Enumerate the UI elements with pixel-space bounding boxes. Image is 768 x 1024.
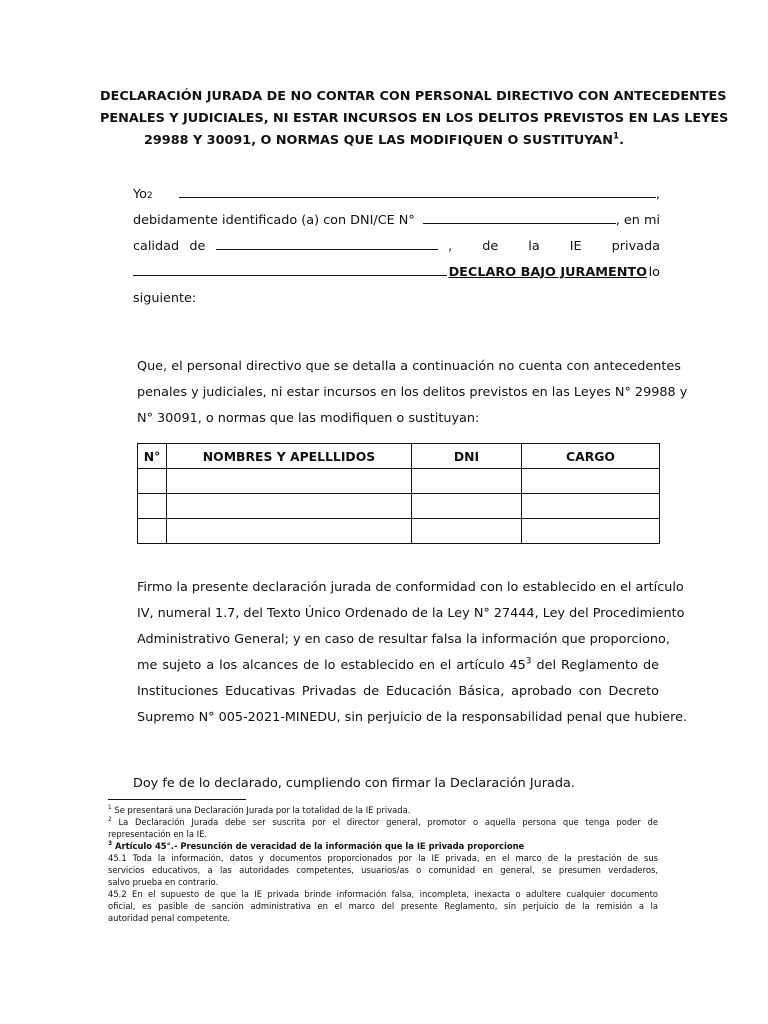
paragraph-line: Que, el personal directivo que se detalla a continuación no cuenta con antecedentes	[137, 359, 681, 374]
footnotes	[108, 804, 658, 924]
header-cargo: CARGO	[522, 444, 660, 469]
ie-privada-label: , de la IE privada	[448, 239, 660, 254]
paragraph-line: Firmo la presente declaración jurada de conformidad con lo establecido en el artículo	[137, 580, 684, 595]
table-cell[interactable]	[167, 519, 412, 544]
paragraph-line: Administrativo General; y en caso de resultar falsa la información que proporciono,	[137, 632, 670, 647]
paragraph-line: Supremo N° 005-2021-MINEDU, sin perjuicio de la responsabilidad penal que hubiere.	[137, 710, 688, 725]
table-cell[interactable]	[138, 519, 167, 544]
paragraph-line: N° 30091, o normas que las modifiquen o sustituyan:	[137, 411, 480, 426]
table-cell[interactable]	[522, 469, 660, 494]
title-line-3: 29988 Y 30091, O NORMAS QUE LAS MODIFIQUEN O SUSTITUYAN$^1$.	[143, 131, 625, 148]
en-mi-label: , en mi	[615, 213, 660, 228]
declaration-line-1: Yo 2 ,	[133, 182, 660, 208]
declaration-line-3	[133, 234, 660, 260]
table-cell[interactable]	[522, 494, 660, 519]
paragraph-line: Instituciones Educativas Privadas de Educación Básica, aprobado con Decreto	[137, 684, 659, 699]
title-line-1: DECLARACIÓN JURADA DE NO CONTAR CON PERSONAL DIRECTIVO CON ANTECEDENTES	[100, 89, 727, 104]
yo-label: Yo	[133, 187, 147, 202]
closing-statement: Doy fe de lo declarado, cumpliendo con firmar la Declaración Jurada.	[133, 776, 575, 791]
lo-label: lo	[648, 265, 660, 280]
declaration-block	[133, 182, 660, 312]
footnote-ref-3[interactable]: 3	[525, 656, 532, 667]
title-line-2: PENALES Y JUDICIALES, NI ESTAR INCURSOS EN LOS DELITOS PREVISTOS EN LAS LEYES	[100, 111, 729, 126]
personal-table	[137, 443, 660, 544]
signature-paragraph	[137, 575, 688, 731]
siguiente-label: siguiente:	[133, 291, 197, 306]
comma: ,	[655, 187, 660, 202]
footnote-1: $^1$ Se presentará una Declaración Jurada por la totalidad de la IE privada.	[108, 805, 411, 815]
header-number: N°	[138, 444, 167, 469]
document-title	[100, 86, 729, 152]
footnote-3-p1-line-3: salvo prueba en contrario.	[108, 877, 219, 887]
personal-paragraph	[137, 354, 688, 432]
footnote-separator	[108, 799, 246, 800]
table-cell[interactable]	[167, 469, 412, 494]
footnote-2-line-2: representación en la IE.	[108, 829, 208, 839]
footnote-2-line-1: $^2$ La Declaración Jurada debe ser suscrita por el director general, promotor o aquella persona que tenga poder de	[108, 817, 658, 827]
table-cell[interactable]	[167, 494, 412, 519]
footnote-3-p1-line-1: 45.1 Toda la información, datos y documentos proporcionados por la IE privada, en el marco de la prestación de sus	[108, 853, 658, 863]
table-cell[interactable]	[412, 494, 522, 519]
paragraph-line: penales y judiciales, ni estar incursos en los delitos previstos en las Leyes N° 29988 y	[137, 385, 688, 400]
table-cell[interactable]	[138, 494, 167, 519]
table-row	[138, 469, 660, 494]
footnote-3-p2-line-1: 45.2 En el supuesto de que la IE privada brinde información falsa, incompleta, inexacta o adultere cualquier documento	[108, 889, 658, 899]
header-names: NOMBRES Y APELLLIDOS	[167, 444, 412, 469]
table-cell[interactable]	[522, 519, 660, 544]
paragraph-line: me sujeto a los alcances de lo establecido en el artículo $45^3$ del Reglamento de	[137, 656, 659, 673]
name-field[interactable]	[179, 184, 656, 198]
dni-field[interactable]	[423, 210, 616, 224]
de-label: de	[189, 239, 206, 254]
declaro-bajo-juramento: DECLARO BAJO JURAMENTO	[448, 265, 648, 280]
paragraph-line: IV, numeral 1.7, del Texto Único Ordenado de la Ley N° 27444, Ley del Procedimiento	[137, 606, 685, 621]
table-cell[interactable]	[138, 469, 167, 494]
footnote-3-title: $^3$ Artículo 45°.- Presunción de veracidad de la información que la IE privada proporcione	[108, 841, 525, 851]
cargo-field[interactable]	[216, 236, 438, 250]
calidad-label: calidad	[133, 239, 180, 254]
table-header-row	[138, 444, 660, 469]
footnote-3-p1-line-2: servicios educativos, a las autoridades competentes, usuarios/as o comunidad en general, se presumen verdaderos,	[108, 865, 658, 875]
table-cell[interactable]	[412, 519, 522, 544]
header-dni: DNI	[412, 444, 522, 469]
footnote-ref-1[interactable]: 1	[612, 131, 620, 142]
footnote-3-p2-line-2: oficial, es pasible de sanción administrativa en el marco del presente Reglamento, sin perjuicio de la remisión a la	[108, 901, 658, 911]
footnote-3-p2-line-3: autoridad penal competente.	[108, 913, 231, 923]
declaration-line-5	[133, 286, 660, 312]
ie-name-field[interactable]	[133, 262, 447, 276]
declaration-line-2	[133, 208, 660, 234]
table-cell[interactable]	[412, 469, 522, 494]
declaration-line-4	[133, 260, 660, 286]
table-row	[138, 494, 660, 519]
identified-label: debidamente identificado (a) con DNI/CE N°	[133, 213, 415, 228]
table-row	[138, 519, 660, 544]
